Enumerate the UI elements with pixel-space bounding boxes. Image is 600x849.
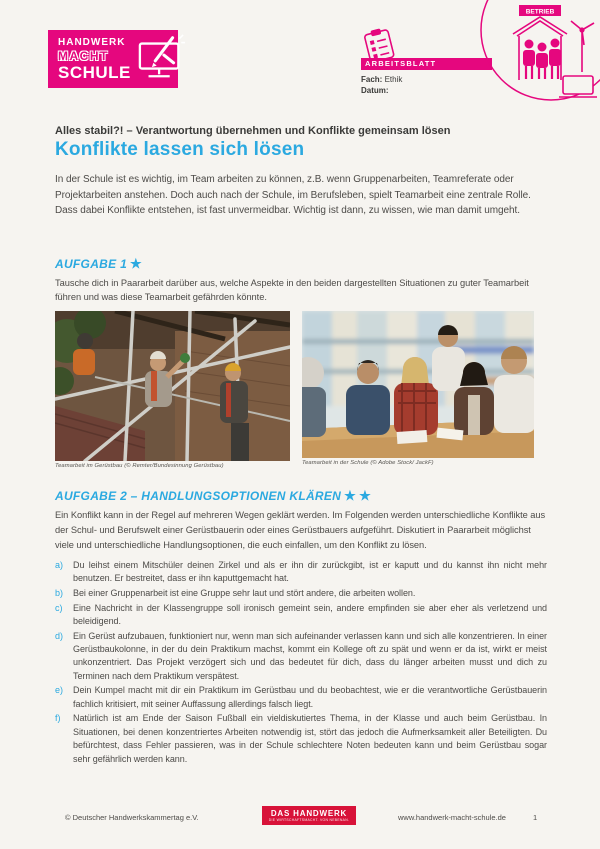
photo-scaffolding-caption: Teamarbeit im Gerüstbau (© Remter/Bundesinnung Gerüstbau) [55,463,224,469]
handwerk-macht-schule-logo [48,30,178,88]
photo-scaffolding [55,311,290,469]
logo-line2: MACHT [58,48,109,63]
date-label: Datum: [361,86,389,95]
item-marker: d) [55,630,63,641]
star-icon: ★ [359,488,372,503]
das-handwerk-logo [262,806,356,825]
conflict-item-d [55,630,547,684]
item-text: Dein Kumpel macht mit dir ein Praktikum im Gerüstbau und du beobachtest, wie er die verantwortliche Gerüstbauerin fachlich kritisiert, mit seiner Auffassung allerdings falsch liegt. [73,685,547,709]
page-number: 1 [533,813,538,822]
task1-heading [55,256,142,272]
item-text: Du leihst einem Mitschüler deinen Zirkel und als er ihn dir zurückgibt, ist er kaputt und du kannst ihn nicht mehr benutzen. Er bestreitet, dass er ihn kaputtgemacht hat. [73,560,547,584]
wind-turbine-figure [571,21,594,72]
item-text: Bei einer Gruppenarbeit ist eine Gruppe sehr laut und stört andere, die arbeiten wollen. [73,588,416,598]
conflict-list [55,559,547,767]
subject-label: Fach: [361,75,383,84]
logo-line3: SCHULE [58,62,131,82]
item-marker: a) [55,560,63,570]
task2-instruction: Ein Konflikt kann in der Regel auf mehreren Wegen geklärt werden. Im Folgenden werden unterschiedliche Konflikte aus der Schul- und Berufswelt einer Gerüstbauerin oder eines Gerüstbauers aufgeführt. Diskutiert in Paararbeit möglichst viele und unterschiedliche Handlungsoptionen, die euch einfallen, um den Konflikt zu lösen. [55,510,546,550]
monitor-pencil-icon [137,32,187,87]
worksheet-type-banner: ARBEITSBLATT [361,58,492,70]
betrieb-illustration [475,0,600,112]
item-marker: b) [55,588,63,598]
item-text: Ein Gerüst aufzubauen, funktioniert nur, wenn man sich aufeinander verlassen kann und sich alle konzentrieren. In einer Gerüstbaukolonne, in der du dein Praktikum machst, kommt ein Kollege oft zu spät und wenn er da ist, wirkt er meist unkonzentriert. Das Projekt verzögert sich und das bedeutet für dich, dass du länger arbeiten musst und dich zu Terminen nach dem Praktikum verspätest. [73,630,547,681]
task2-heading [55,488,371,504]
das-handwerk-tagline: DIE WIRTSCHAFTSMACHT. VON NEBENAN. [268,818,350,822]
das-handwerk-wordmark: DAS HANDWERK [270,808,348,818]
item-text: Eine Nachricht in der Klassengruppe soll ironisch gemeint sein, andere empfinden sie aber eher als verletzend und beleidigend. [73,602,547,626]
date-row [361,85,402,96]
logo-wordmark [48,38,131,81]
conflict-item-b [55,587,547,600]
betrieb-badge-label: BETRIEB [525,8,555,16]
star-icon: ★ [344,488,357,503]
topic-kicker: Alles stabil?! – Verantwortung übernehmen und Konflikte gemeinsam lösen [55,125,451,137]
photo-classroom [302,311,534,466]
conflict-item-a [55,559,547,586]
item-marker: c) [55,602,63,613]
photo-classroom-caption: Teamarbeit in der Schule (© Adobe Stock/ JackF) [302,460,434,466]
item-marker: f) [55,713,61,724]
conflict-item-e [55,684,547,711]
item-text: Natürlich ist am Ende der Saison Fußball ein vieldiskutiertes Thema, in der Klasse und auch beim Gerüstbau. In Situationen, bei denen konzentriertes Arbeiten notwendig ist, stört das jedoch die Aufmerksamkeit aller Beteiligten. Du befürchtest, dass Fehler passieren, was in der Schule schlechtere Noten bedeuten kann und beim Gerüstbau sogar sehr gefährlich werden kann. [73,713,547,764]
page-title: Konflikte lassen sich lösen [55,139,305,160]
worksheet-meta [361,74,402,96]
task2-heading-label: AUFGABE 2 – HANDLUNGSOPTIONEN KLÄREN [55,489,342,503]
task1-heading-label: AUFGABE 1 [55,257,128,271]
footer-website: www.handwerk-macht-schule.de [398,813,506,822]
three-workers-figures [523,39,561,69]
conflict-item-f [55,712,547,766]
logo-line1: HANDWERK [58,36,126,48]
star-icon: ★ [130,256,143,271]
laptop-figure [559,76,597,97]
task1-instruction: Tausche dich in Paararbeit darüber aus, welche Aspekte in den beiden dargestellten Situationen zu guter Teamarbeit führen und was diese Teamarbeit gefährden könnte. [55,278,529,302]
intro-paragraph: In der Schule ist es wichtig, im Team arbeiten zu können, z.B. wenn Gruppenarbeiten, Teamreferate oder Projektarbeiten anstehen. Doch auch nach der Schule, im Berufsleben, spielt Teamarbeit eine zentrale Rolle. Dass dabei Konflikte entstehen, ist fast unvermeidbar. Wichtig ist dann, zu wissen, wie man damit umgeht. [55,174,531,216]
subject-value: Ethik [384,75,403,84]
conflict-item-c [55,602,547,629]
subject-row [361,74,402,85]
footer-copyright: © Deutscher Handwerkskammertag e.V. [65,813,199,822]
item-marker: e) [55,685,63,696]
